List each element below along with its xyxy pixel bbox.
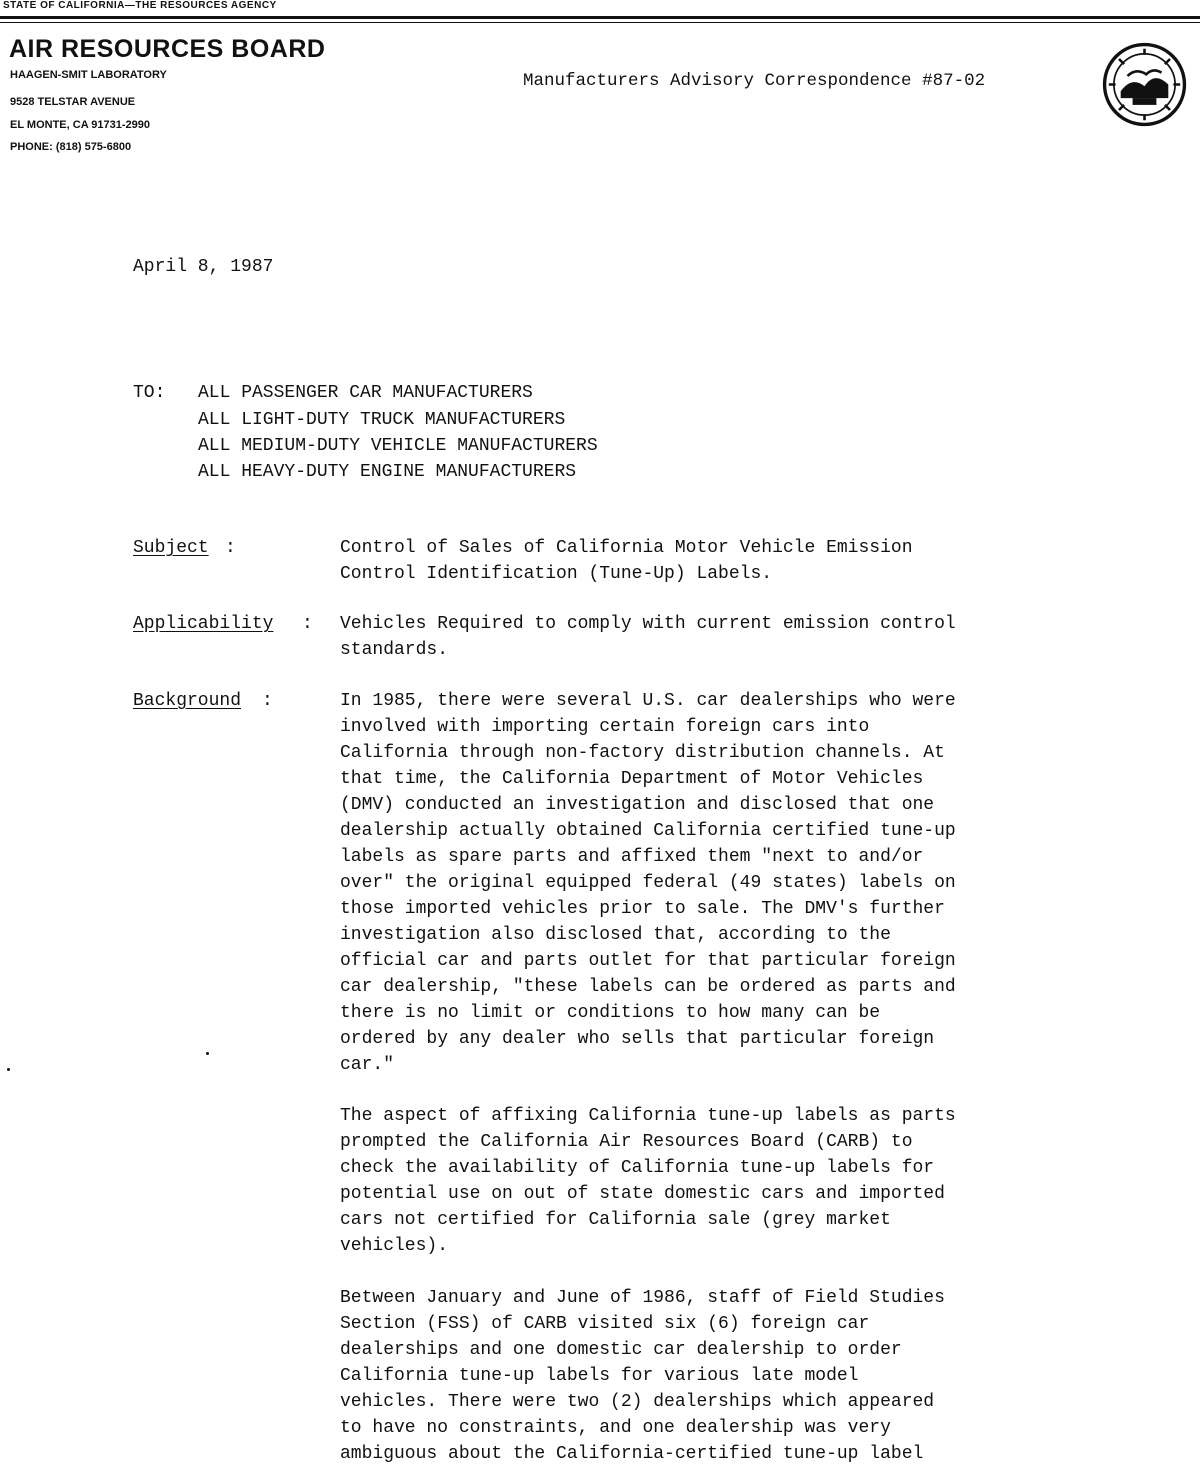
background-p2-line: check the availability of California tune-up labels for bbox=[340, 1158, 935, 1178]
background-p2-line: cars not certified for California sale (grey market bbox=[340, 1210, 891, 1230]
background-p1-line: that time, the California Department of Motor Vehicles bbox=[340, 769, 924, 789]
applicability-label: Applicability bbox=[133, 614, 274, 634]
background-p1-line: over" the original equipped federal (49 states) labels on bbox=[340, 873, 956, 893]
background-p3-line: dealerships and one domestic car dealership to order bbox=[340, 1340, 902, 1360]
address-line-lab: HAAGEN-SMIT LABORATORY bbox=[10, 69, 167, 81]
letter-date: April 8, 1987 bbox=[133, 257, 274, 277]
background-p1-line: investigation also disclosed that, according to the bbox=[340, 925, 891, 945]
background-p1-line: involved with importing certain foreign cars into bbox=[340, 717, 870, 737]
background-p2-line: The aspect of affixing California tune-up labels as parts bbox=[340, 1106, 956, 1126]
background-p1-line: dealership actually obtained California certified tune-up bbox=[340, 821, 956, 841]
background-p2-line: potential use on out of state domestic cars and imported bbox=[340, 1184, 945, 1204]
background-p1-line: ordered by any dealer who sells that particular foreign bbox=[340, 1029, 935, 1049]
background-p3-line: Section (FSS) of CARB visited six (6) foreign car bbox=[340, 1314, 870, 1334]
recipient-line: ALL PASSENGER CAR MANUFACTURERS bbox=[198, 383, 533, 403]
applicability-label-colon: : bbox=[302, 614, 313, 634]
header-rule-thin bbox=[0, 22, 1200, 23]
background-label-colon: : bbox=[262, 691, 273, 711]
background-p3-line: ambiguous about the California-certified tune-up label bbox=[340, 1444, 924, 1464]
address-line-city: EL MONTE, CA 91731-2990 bbox=[10, 119, 151, 131]
subject-text-line: Control Identification (Tune-Up) Labels. bbox=[340, 564, 773, 584]
recipient-line: ALL LIGHT-DUTY TRUCK MANUFACTURERS bbox=[198, 410, 566, 430]
recipients-label: TO: bbox=[133, 383, 166, 403]
subject-label-colon: : bbox=[225, 538, 236, 558]
background-p1-line: (DMV) conducted an investigation and disclosed that one bbox=[340, 795, 935, 815]
background-p2-line: vehicles). bbox=[340, 1236, 449, 1256]
applicability-text-line: Vehicles Required to comply with current emission control bbox=[340, 614, 956, 634]
background-p3-line: vehicles. There were two (2) dealerships which appeared bbox=[340, 1392, 935, 1412]
california-state-seal-icon bbox=[1102, 42, 1187, 127]
agency-line: STATE OF CALIFORNIA—THE RESOURCES AGENCY bbox=[3, 0, 277, 11]
applicability-text-line: standards. bbox=[340, 640, 449, 660]
recipient-line: ALL MEDIUM-DUTY VEHICLE MANUFACTURERS bbox=[198, 436, 598, 456]
correspondence-number: Manufacturers Advisory Correspondence #87-02 bbox=[523, 71, 986, 91]
background-p1-line: labels as spare parts and affixed them "next to and/or bbox=[340, 847, 924, 867]
subject-text-line: Control of Sales of California Motor Vehicle Emission bbox=[340, 538, 913, 558]
background-p1-line: car dealership, "these labels can be ordered as parts and bbox=[340, 977, 956, 997]
background-label: Background bbox=[133, 691, 242, 711]
subject-label: Subject bbox=[133, 538, 209, 558]
board-name: AIR RESOURCES BOARD bbox=[9, 35, 326, 63]
background-p1-line: car." bbox=[340, 1055, 395, 1075]
background-p2-line: prompted the California Air Resources Board (CARB) to bbox=[340, 1132, 913, 1152]
background-p1-line: those imported vehicles prior to sale. The DMV's further bbox=[340, 899, 945, 919]
header-rule bbox=[0, 16, 1200, 19]
recipient-line: ALL HEAVY-DUTY ENGINE MANUFACTURERS bbox=[198, 462, 577, 482]
address-line-phone: PHONE: (818) 575-6800 bbox=[10, 141, 132, 153]
scan-speck bbox=[206, 1052, 209, 1055]
background-p3-line: Between January and June of 1986, staff of Field Studies bbox=[340, 1288, 945, 1308]
background-p1-line: California through non-factory distribution channels. At bbox=[340, 743, 945, 763]
background-p1-line: In 1985, there were several U.S. car dealerships who were bbox=[340, 691, 956, 711]
background-p1-line: official car and parts outlet for that particular foreign bbox=[340, 951, 956, 971]
address-line-street: 9528 TELSTAR AVENUE bbox=[10, 96, 136, 108]
background-p3-line: to have no constraints, and one dealership was very bbox=[340, 1418, 891, 1438]
background-p1-line: there is no limit or conditions to how many can be bbox=[340, 1003, 881, 1023]
background-p3-line: California tune-up labels for various late model bbox=[340, 1366, 859, 1386]
scan-speck bbox=[7, 1068, 10, 1071]
